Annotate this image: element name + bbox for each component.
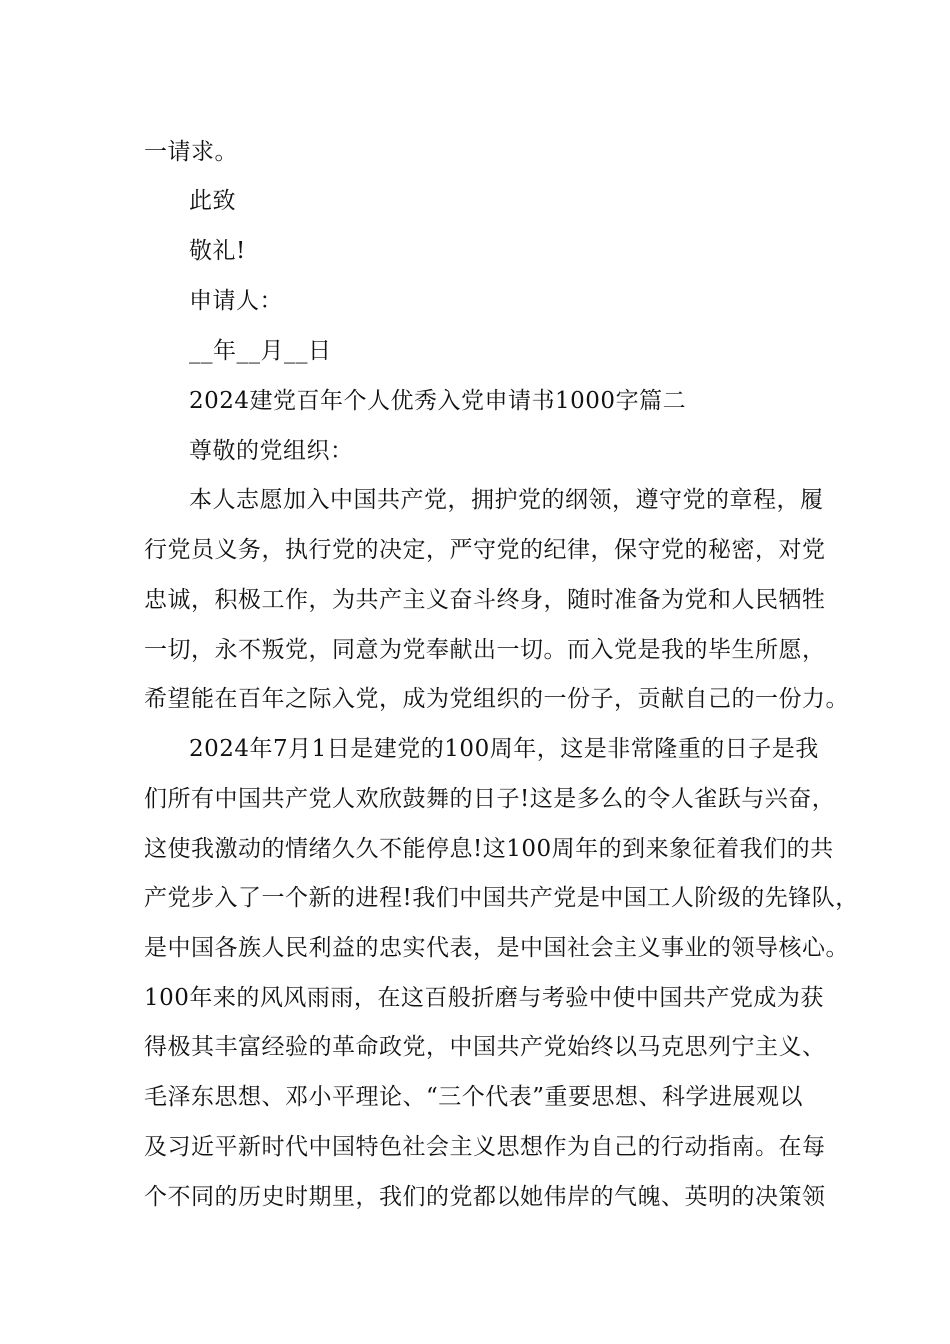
text-line: 一请求。 xyxy=(144,139,238,165)
paragraph-line: 及习近平新时代中国特色社会主义思想作为自己的行动指南。在每 xyxy=(144,1134,826,1160)
paragraph-line: 一切，永不叛党，同意为党奉献出一切。而入党是我的毕生所愿， xyxy=(144,637,826,663)
paragraph-line: 本人志愿加入中国共产党，拥护党的纲领，遵守党的章程，履 xyxy=(189,487,824,513)
salutation: 尊敬的党组织： xyxy=(189,438,354,464)
paragraph-line: 是中国各族人民利益的忠实代表，是中国社会主义事业的领导核心。 xyxy=(144,935,849,961)
text-line: 申请人： xyxy=(189,288,283,314)
text-line: 此致 xyxy=(189,188,236,214)
paragraph-line: 毛泽东思想、邓小平理论、“三个代表”重要思想、科学进展观以 xyxy=(144,1084,804,1110)
paragraph-line: 个不同的历史时期里，我们的党都以她伟岸的气魄、英明的决策领 xyxy=(144,1184,826,1210)
date-line: __年__月__日 xyxy=(189,338,332,364)
paragraph-line: 2024年7月1日是建党的100周年，这是非常隆重的日子是我 xyxy=(189,736,819,762)
paragraph-line: 行党员义务，执行党的决定，严守党的纪律，保守党的秘密，对党 xyxy=(144,537,826,563)
paragraph-line: 们所有中国共产党人欢欣鼓舞的日子!这是多么的令人雀跃与兴奋， xyxy=(144,786,836,812)
paragraph-line: 忠诚，积极工作，为共产主义奋斗终身，随时准备为党和人民牺牲 xyxy=(144,587,826,613)
paragraph-line: 产党步入了一个新的进程!我们中国共产党是中国工人阶级的先锋队， xyxy=(144,885,859,911)
paragraph-line: 100年来的风风雨雨，在这百般折磨与考验中使中国共产党成为获 xyxy=(144,985,824,1011)
paragraph-line: 这使我激动的情绪久久不能停息!这100周年的到来象征着我们的共 xyxy=(144,836,834,862)
paragraph-line: 希望能在百年之际入党，成为党组织的一份子，贡献自己的一份力。 xyxy=(144,686,849,712)
section-title: 2024建党百年个人优秀入党申请书1000字篇二 xyxy=(189,388,687,414)
text-line: 敬礼! xyxy=(189,238,246,264)
paragraph-line: 得极其丰富经验的革命政党，中国共产党始终以马克思列宁主义、 xyxy=(144,1034,826,1060)
